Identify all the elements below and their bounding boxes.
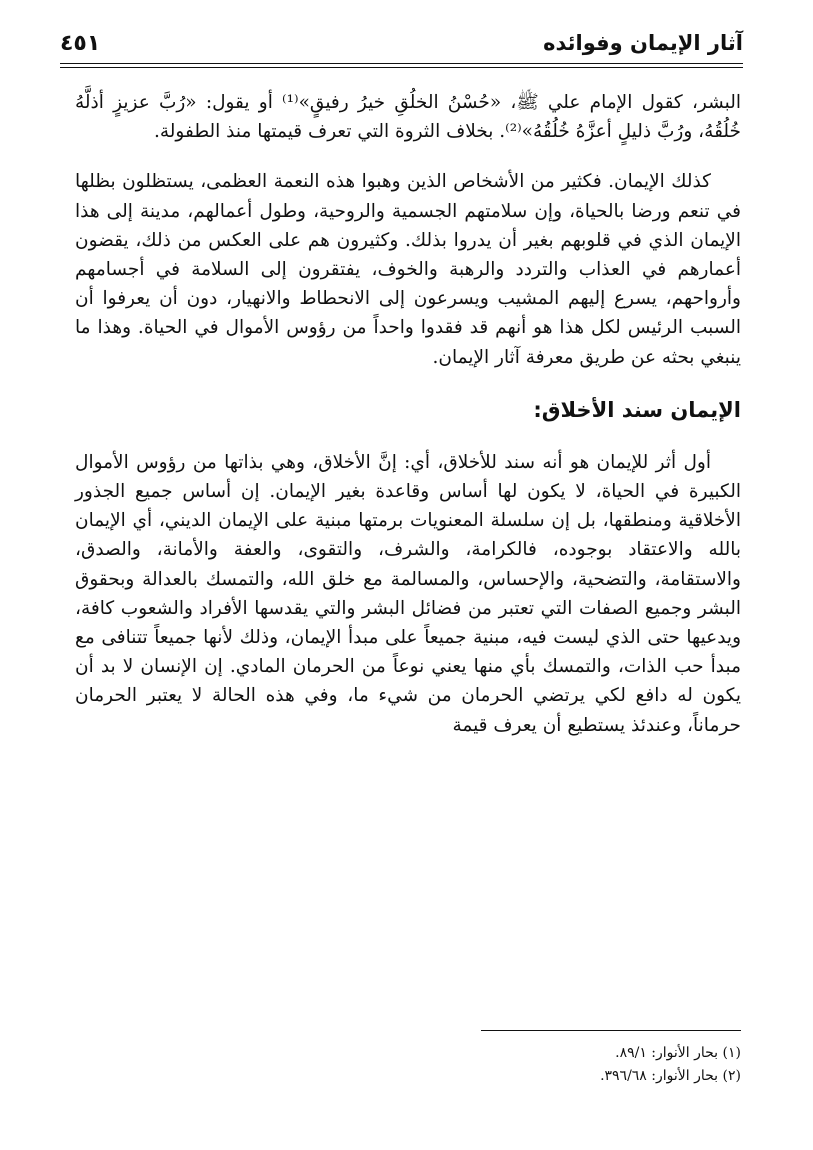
footnote-rule xyxy=(481,1030,741,1031)
section-heading: الإيمان سند الأخلاق: xyxy=(533,397,741,422)
running-header xyxy=(60,26,743,60)
footnote-2: (٢) بحار الأنوار: ٣٩٦/٦٨. xyxy=(600,1068,741,1084)
header-rule-thick xyxy=(60,63,743,64)
main-text xyxy=(75,88,741,740)
paragraph-1: البشر، كقول الإمام علي ﷺ، «حُسْنُ الخلُقِ خيرُ رفيقٍ»⁽¹⁾ أو يقول: «رُبَّ عزيزٍ أذلَّهُ خُلُقُهُ، ورُبَّ ذليلٍ أعزَّهُ خُلُقُهُ»⁽²⁾. بخلاف الثروة التي تعرف قيمتها منذ الطفولة. xyxy=(75,92,741,143)
header-rule-thin xyxy=(60,67,743,68)
chapter-title: آثار الإيمان وفوائده xyxy=(543,31,743,55)
footnote-1: (١) بحار الأنوار: ٨٩/١. xyxy=(615,1045,741,1061)
paragraph-3: أول أثر للإيمان هو أنه سند للأخلاق، أي: إنَّ الأخلاق، وهي بذاتها من رؤوس الأموال الكبيرة في الحياة، لا يكون لها أساس وقاعدة بغير الإيمان. إن أساس جميع الجذور الأخلاقية ومنطقها، بل إن سلسلة المعنويات برمتها مبنية على الإيمان الديني، أي الإيمان بالله والاعتقاد بوجوده، فالكرامة، والشرف، والتقوى، والعفة والأمانة، والصدق، والاستقامة، والتضحية، والإحساس، والمسالمة مع خلق الله، والتمسك بالعدالة وبحقوق البشر وجميع الصفات التي تعتبر من فضائل البشر والتي يقدسها الأفراد والشعوب كافة، ويدعيها حتى الذي ليست فيه، مبنية جميعاً على مبدأ الإيمان، وذلك لأنها جميعاً تتنافى مع مبدأ حب الذات، والتمسك بأي منها يعني نوعاً من الحرمان المادي. إن الإنسان لا بد أن يكون له دافع لكي يرتضي الحرمان من شيء ما، وفي هذه الحالة لا يعتبر الحرمان حرماناً، وعندئذ يستطيع أن يعرف قيمة xyxy=(75,451,741,736)
footnotes xyxy=(341,1042,741,1088)
page-number: ٤٥١ xyxy=(60,30,101,56)
paragraph-2: كذلك الإيمان. فكثير من الأشخاص الذين وهبوا هذه النعمة العظمى، يستظلون بظلها في تنعم ورضا بالحياة، وإن سلامتهم الجسمية والروحية، وطول أعمالهم، مدينة إلى هذا الإيمان الذي في قلوبهم بغير أن يدروا بذلك. وكثيرون هم على العكس من ذلك، يقضون أعمارهم في العذاب والتردد والرهبة والخوف، يفتقرون إلى السلامة في أجسامهم وأرواحهم، يسرع إليهم المشيب ويسرعون إلى الانحطاط والانهيار، دون أن يعرفوا أن السبب الرئيس لكل هذا هو أنهم قد فقدوا واحداً من رؤوس الأموال في الحياة. وهذا ما ينبغي بحثه عن طريق معرفة آثار الإيمان. xyxy=(75,171,741,368)
